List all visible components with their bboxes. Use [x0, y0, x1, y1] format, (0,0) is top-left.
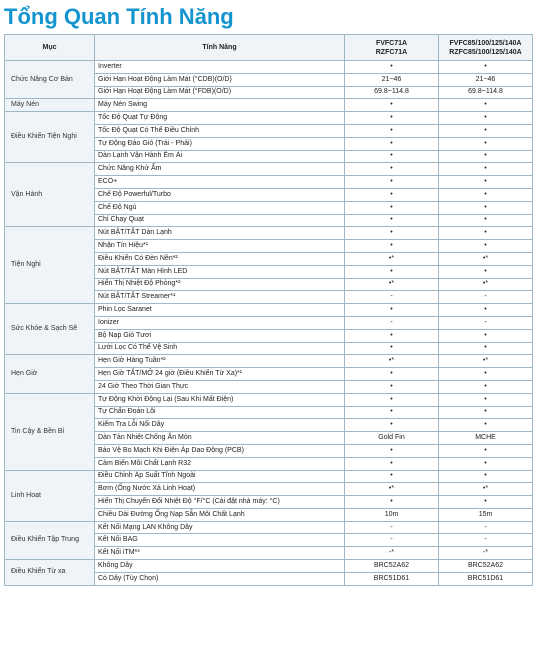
model-a-value: • — [345, 227, 439, 240]
model-a-value: •* — [345, 483, 439, 496]
feature-name: Chế Độ Ngủ — [95, 201, 345, 214]
model-a-value: • — [345, 304, 439, 317]
model-b-value: 69.8~114.8 — [439, 86, 533, 99]
model-b-value: • — [439, 265, 533, 278]
feature-name: Lưới Lọc Có Thể Vệ Sinh — [95, 342, 345, 355]
model-b-value: • — [439, 176, 533, 189]
model-a-value: • — [345, 137, 439, 150]
group-label: Tin Cậy & Bền Bỉ — [5, 393, 95, 470]
feature-name: Kết Nối Mạng LAN Không Dây — [95, 521, 345, 534]
model-b-value: BRC52A62 — [439, 560, 533, 573]
model-b-value: • — [439, 393, 533, 406]
feature-name: Hiển Thị Chuyển Đổi Nhiệt Độ °F/°C (Cài đặt nhà máy: °C) — [95, 496, 345, 509]
model-b-value: •* — [439, 252, 533, 265]
group-label: Tiện Nghi — [5, 227, 95, 304]
model-b-value: • — [439, 406, 533, 419]
model-a-value: • — [345, 176, 439, 189]
header-group: Mục — [5, 35, 95, 61]
feature-name: Nút BẬT/TẮT Màn Hình LED — [95, 265, 345, 278]
model-a-value: • — [345, 99, 439, 112]
feature-name: Chế Độ Powerful/Turbo — [95, 188, 345, 201]
table-header-row — [5, 35, 533, 61]
model-b-value: • — [439, 201, 533, 214]
model-b-value: BRC51D61 — [439, 572, 533, 585]
feature-name: Bơm (Ống Nước Xả Linh Hoạt) — [95, 483, 345, 496]
model-a-value: 21~46 — [345, 73, 439, 86]
feature-name: Tốc Độ Quạt Có Thể Điều Chỉnh — [95, 124, 345, 137]
model-a-value: - — [345, 291, 439, 304]
feature-name: Bảo Vệ Bo Mạch Khi Điện Áp Dao Động (PCB) — [95, 444, 345, 457]
model-b-value: • — [439, 470, 533, 483]
model-a-value: • — [345, 150, 439, 163]
feature-name: Điều Khiển Có Đèn Nền*² — [95, 252, 345, 265]
feature-name: Kết Nối BAG — [95, 534, 345, 547]
model-b-value: • — [439, 240, 533, 253]
model-b-value: • — [439, 124, 533, 137]
feature-name: Tốc Độ Quạt Tự Động — [95, 112, 345, 125]
model-b-value: • — [439, 150, 533, 163]
model-b-value: - — [439, 521, 533, 534]
feature-name: Nút BẬT/TẮT Streamer*¹ — [95, 291, 345, 304]
feature-name: Hiển Thị Nhiệt Độ Phòng*² — [95, 278, 345, 291]
group-label: Điều Khiển Từ xa — [5, 560, 95, 586]
feature-name: Cảm Biến Môi Chất Lạnh R32 — [95, 457, 345, 470]
group-label: Chức Năng Cơ Bản — [5, 61, 95, 99]
model-a-value: • — [345, 380, 439, 393]
model-b-value: •* — [439, 355, 533, 368]
feature-name: ECO+ — [95, 176, 345, 189]
table-row — [5, 470, 533, 483]
model-b-value: • — [439, 99, 533, 112]
feature-name: Bộ Nạp Gió Tươi — [95, 329, 345, 342]
model-a-value: • — [345, 240, 439, 253]
header-model-b — [439, 35, 533, 61]
group-label: Điều Khiển Tiện Nghi — [5, 112, 95, 163]
table-row — [5, 355, 533, 368]
model-a-value: • — [345, 457, 439, 470]
table-row — [5, 521, 533, 534]
group-label: Linh Hoạt — [5, 470, 95, 521]
group-label: Vận Hành — [5, 163, 95, 227]
model-b-value: • — [439, 188, 533, 201]
model-b-value: • — [439, 163, 533, 176]
feature-name: Tự Chẩn Đoán Lỗi — [95, 406, 345, 419]
feature-name: Không Dây — [95, 560, 345, 573]
feature-name: Tự Động Đảo Gió (Trái - Phải) — [95, 137, 345, 150]
feature-name: Chức Năng Khử Ẩm — [95, 163, 345, 176]
model-a-value: Gold Fin — [345, 432, 439, 445]
feature-name: Chỉ Chạy Quạt — [95, 214, 345, 227]
model-a-value: BRC51D61 — [345, 572, 439, 585]
feature-name: Chiều Dài Đường Ống Nạp Sẵn Môi Chất Lạnh — [95, 508, 345, 521]
model-b-value: -* — [439, 547, 533, 560]
model-a-value: 10m — [345, 508, 439, 521]
model-a-indoor: FVFC71A — [375, 39, 408, 47]
feature-table-wrapper — [4, 34, 532, 586]
model-a-value: 69.8~114.8 — [345, 86, 439, 99]
feature-name: Nhận Tín Hiệu*¹ — [95, 240, 345, 253]
feature-name: Có Dây (Tùy Chọn) — [95, 572, 345, 585]
model-b-value: • — [439, 112, 533, 125]
group-label: Máy Nén — [5, 99, 95, 112]
group-label: Hẹn Giờ — [5, 355, 95, 393]
feature-name: Máy Nén Swing — [95, 99, 345, 112]
group-label: Sức Khỏe & Sạch Sẽ — [5, 304, 95, 355]
model-a-value: •* — [345, 278, 439, 291]
model-a-value: - — [345, 316, 439, 329]
page-title: Tổng Quan Tính Năng — [4, 4, 234, 29]
model-b-value: • — [439, 380, 533, 393]
feature-name: Dàn Tản Nhiệt Chống Ăn Mòn — [95, 432, 345, 445]
model-a-value: - — [345, 521, 439, 534]
model-a-value: • — [345, 406, 439, 419]
model-a-value: • — [345, 112, 439, 125]
model-b-value: • — [439, 304, 533, 317]
feature-name: Dàn Lạnh Vận Hành Êm Ái — [95, 150, 345, 163]
model-b-value: - — [439, 316, 533, 329]
model-a-value: •* — [345, 355, 439, 368]
model-b-outdoor: RZFC85/100/125/140A — [449, 48, 522, 56]
model-b-value: •* — [439, 483, 533, 496]
model-a-value: • — [345, 214, 439, 227]
model-a-value: •* — [345, 252, 439, 265]
model-b-value: • — [439, 444, 533, 457]
model-b-value: • — [439, 61, 533, 74]
model-a-value: • — [345, 265, 439, 278]
model-a-value: • — [345, 188, 439, 201]
feature-name: Phin Lọc Saranet — [95, 304, 345, 317]
model-a-value: • — [345, 329, 439, 342]
table-row — [5, 304, 533, 317]
model-a-value: -* — [345, 547, 439, 560]
model-a-value: • — [345, 342, 439, 355]
model-b-value: •* — [439, 278, 533, 291]
model-a-value: BRC52A62 — [345, 560, 439, 573]
table-row — [5, 99, 533, 112]
table-body — [5, 61, 533, 586]
feature-name: Kết Nối iTM*³ — [95, 547, 345, 560]
model-a-value: • — [345, 163, 439, 176]
model-a-value: • — [345, 61, 439, 74]
model-a-value: • — [345, 201, 439, 214]
feature-name: Hẹn Giờ TẮT/MỞ 24 giờ (Điều Khiển Từ Xa)*¹ — [95, 368, 345, 381]
feature-name: Điều Chỉnh Áp Suất Tĩnh Ngoài — [95, 470, 345, 483]
feature-name: Nút BẬT/TẮT Dàn Lạnh — [95, 227, 345, 240]
feature-name: Hẹn Giờ Hàng Tuần*² — [95, 355, 345, 368]
model-b-value: • — [439, 419, 533, 432]
model-b-indoor: FVFC85/100/125/140A — [449, 39, 522, 47]
feature-name: 24 Giờ Theo Thời Gian Thực — [95, 380, 345, 393]
model-b-value: • — [439, 368, 533, 381]
model-b-value: • — [439, 137, 533, 150]
model-b-value: • — [439, 496, 533, 509]
feature-name: Inverter — [95, 61, 345, 74]
model-b-value: • — [439, 329, 533, 342]
model-a-value: • — [345, 444, 439, 457]
model-a-value: • — [345, 393, 439, 406]
table-row — [5, 393, 533, 406]
feature-name: Tự Động Khởi Động Lại (Sau Khi Mất Điện) — [95, 393, 345, 406]
table-row — [5, 112, 533, 125]
model-a-value: • — [345, 124, 439, 137]
model-b-value: • — [439, 457, 533, 470]
feature-name: Giới Hạn Hoạt Động Làm Mát (°CDB)(O/D) — [95, 73, 345, 86]
model-b-value: • — [439, 214, 533, 227]
model-b-value: 15m — [439, 508, 533, 521]
model-a-value: • — [345, 496, 439, 509]
model-a-outdoor: RZFC71A — [375, 48, 408, 56]
model-a-value: - — [345, 534, 439, 547]
header-feature: Tính Năng — [95, 35, 345, 61]
table-row — [5, 560, 533, 573]
feature-name: Giới Hạn Hoạt Động Làm Mát (°FDB)(O/D) — [95, 86, 345, 99]
table-row — [5, 61, 533, 74]
model-b-value: - — [439, 291, 533, 304]
table-row — [5, 163, 533, 176]
model-a-value: • — [345, 419, 439, 432]
model-a-value: • — [345, 368, 439, 381]
feature-name: Ionizer — [95, 316, 345, 329]
model-b-value: 21~46 — [439, 73, 533, 86]
model-b-value: • — [439, 342, 533, 355]
model-b-value: MCHE — [439, 432, 533, 445]
table-row — [5, 227, 533, 240]
feature-name: Kiểm Tra Lỗi Nối Dây — [95, 419, 345, 432]
header-model-a — [345, 35, 439, 61]
feature-table — [4, 34, 533, 586]
model-b-value: • — [439, 227, 533, 240]
group-label: Điều Khiển Tập Trung — [5, 521, 95, 559]
model-a-value: • — [345, 470, 439, 483]
model-b-value: - — [439, 534, 533, 547]
